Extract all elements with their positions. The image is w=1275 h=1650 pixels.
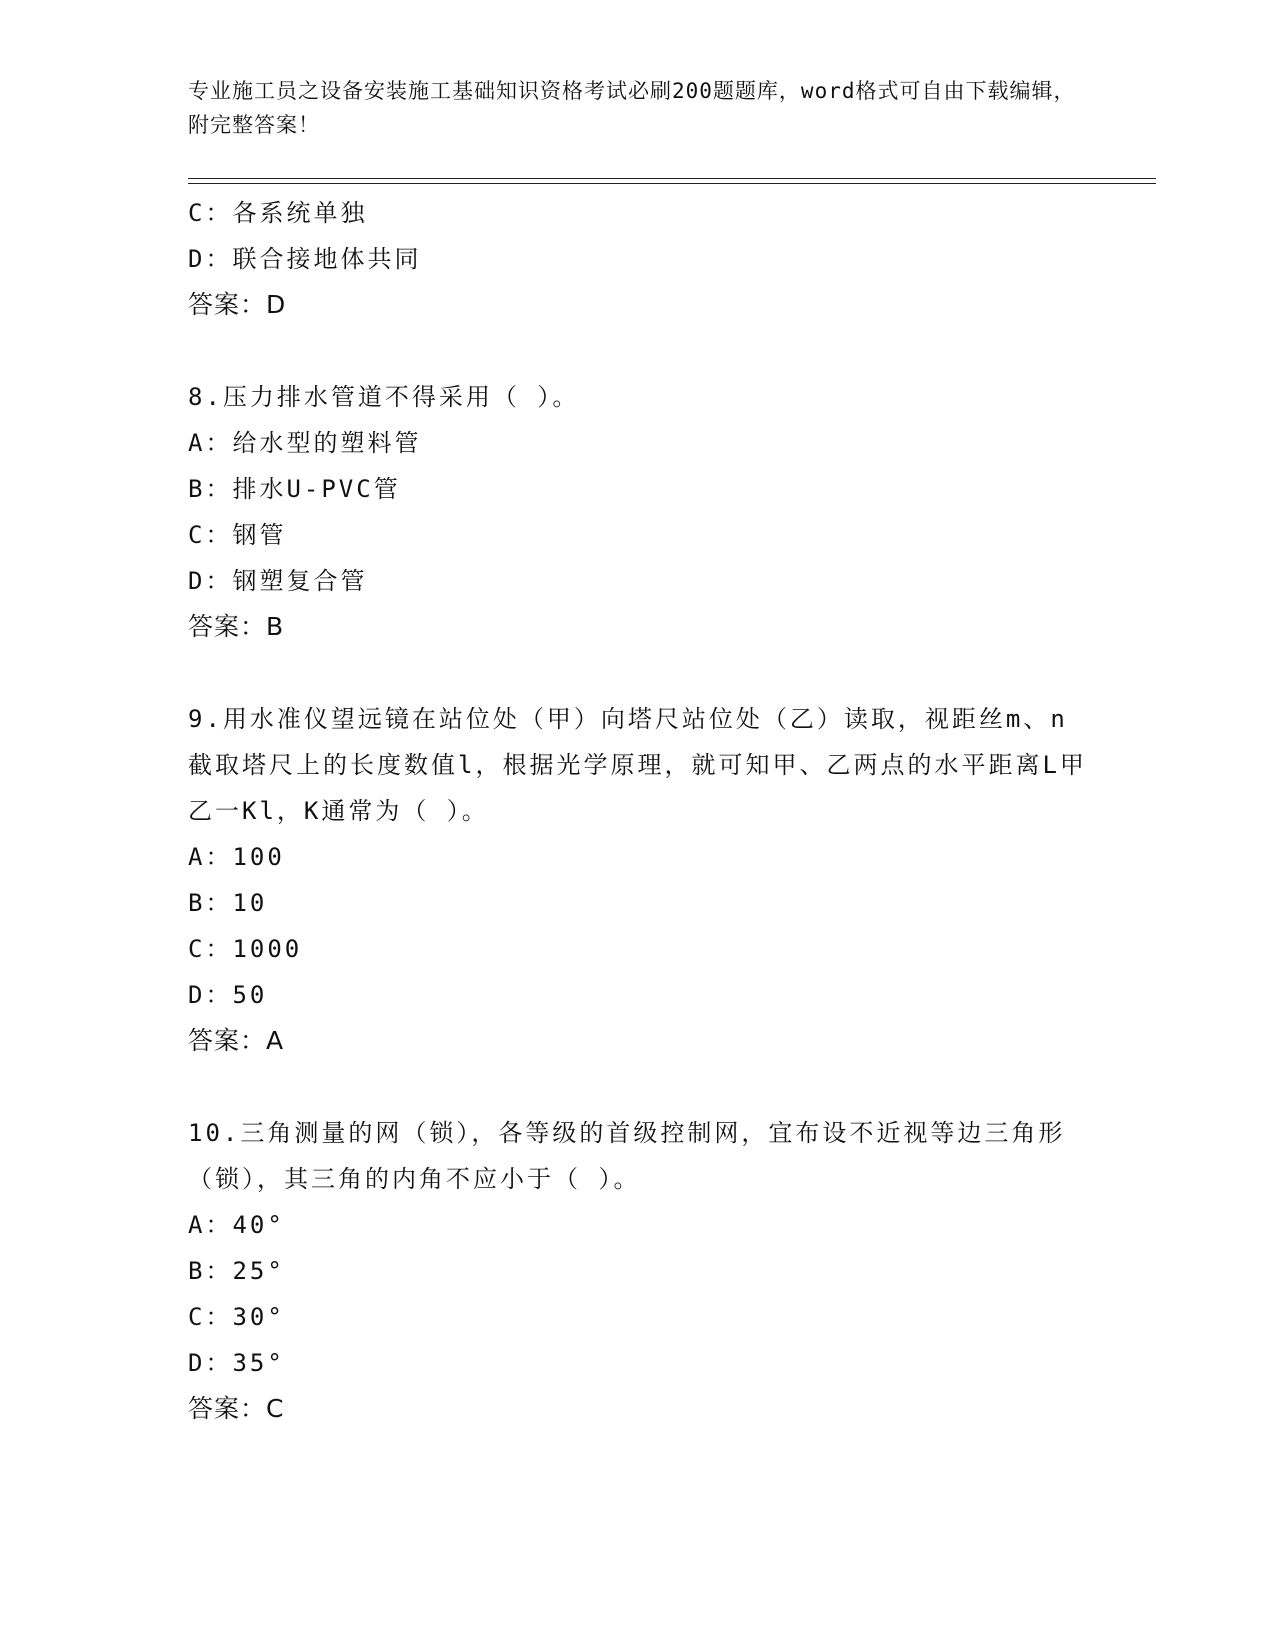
question-text: 8.压力排水管道不得采用（ ）。 bbox=[188, 383, 580, 411]
answer: 答案：B bbox=[188, 612, 285, 641]
option-b: B：25° bbox=[188, 1257, 285, 1285]
answer: 答案：A bbox=[188, 1026, 285, 1055]
question-9 bbox=[188, 696, 1088, 1064]
option-b: B：排水U-PVC管 bbox=[188, 475, 401, 503]
option-b: B：10 bbox=[188, 889, 268, 917]
spacer bbox=[188, 328, 1088, 374]
option-c: C：各系统单独 bbox=[188, 199, 368, 227]
question-text: 9.用水准仪望远镜在站位处（甲）向塔尺站位处（乙）读取，视距丝m、n截取塔尺上的长度数值l，根据光学原理，就可知甲、乙两点的水平距离L甲乙一Kl，K通常为（ ）。 bbox=[188, 705, 1087, 825]
question-7 bbox=[188, 190, 1088, 328]
header-rule-bottom bbox=[188, 183, 1156, 184]
document-header: 专业施工员之设备安装施工基础知识资格考试必刷200题题库，word格式可自由下载编辑，附完整答案！ bbox=[188, 79, 1076, 137]
option-d: D：钢塑复合管 bbox=[188, 567, 368, 595]
option-c: C：1000 bbox=[188, 935, 303, 963]
option-a: A：40° bbox=[188, 1211, 285, 1239]
header-rule-top bbox=[188, 178, 1156, 179]
option-a: A：100 bbox=[188, 843, 285, 871]
question-8 bbox=[188, 374, 1088, 650]
option-c: C：钢管 bbox=[188, 521, 287, 549]
option-a: A：给水型的塑料管 bbox=[188, 429, 422, 457]
option-d: D：50 bbox=[188, 981, 268, 1009]
option-d: D：联合接地体共同 bbox=[188, 245, 422, 273]
answer: 答案：C bbox=[188, 1394, 285, 1423]
question-text: 10.三角测量的网（锁），各等级的首级控制网，宜布设不近视等边三角形（锁），其三角的内角不应小于（ ）。 bbox=[188, 1119, 1066, 1193]
document-body bbox=[188, 190, 1088, 1432]
option-d: D：35° bbox=[188, 1349, 285, 1377]
option-c: C：30° bbox=[188, 1303, 285, 1331]
spacer bbox=[188, 650, 1088, 696]
spacer bbox=[188, 1064, 1088, 1110]
question-10 bbox=[188, 1110, 1088, 1432]
answer: 答案：D bbox=[188, 290, 287, 319]
